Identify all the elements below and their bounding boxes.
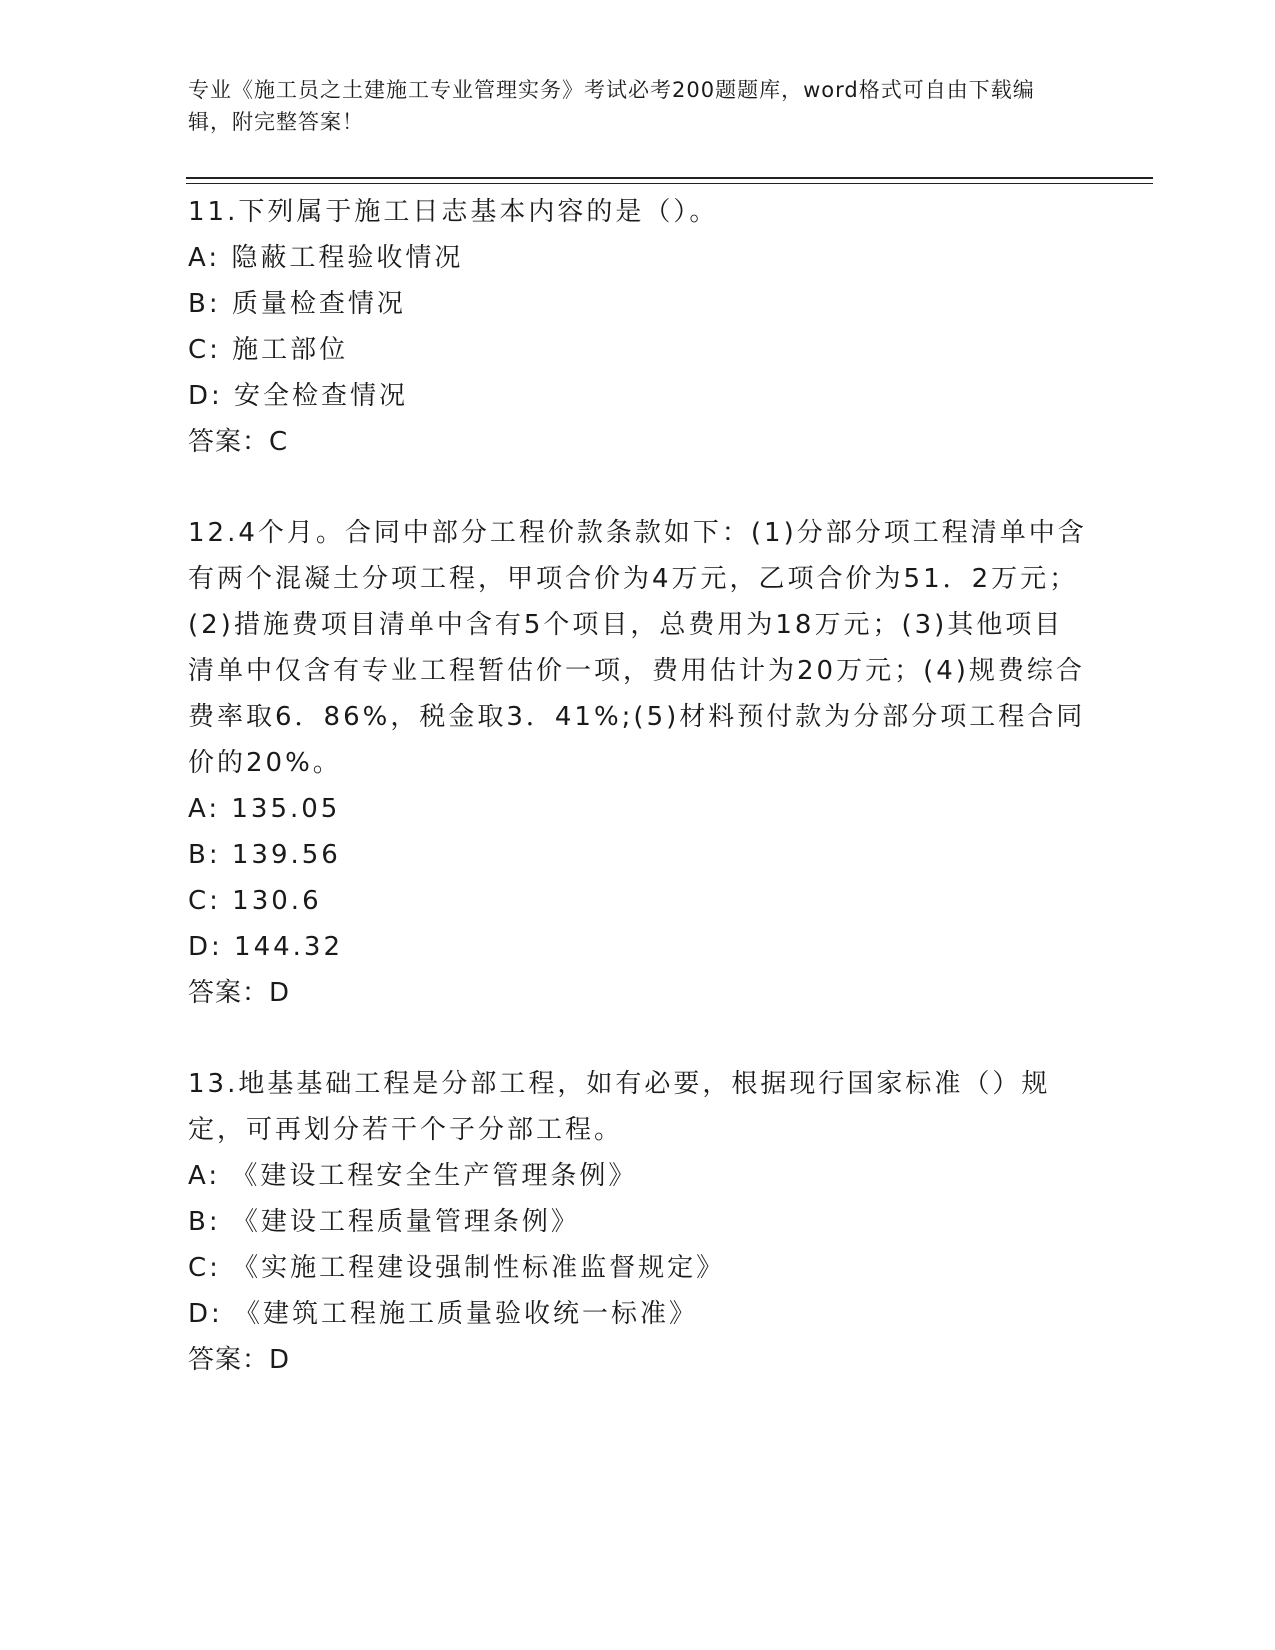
answer: 答案：D	[188, 1345, 291, 1375]
question-text: 13.地基基础工程是分部工程，如有必要，根据现行国家标准（）规定，可再划分若干个子分部工程。	[188, 1069, 1051, 1145]
option-a: A: 135.05	[188, 794, 341, 824]
question-list	[188, 189, 1088, 1383]
spacer	[188, 1016, 1088, 1061]
question-text: 12.4个月。合同中部分工程价款条款如下：(1)分部分项工程清单中含有两个混凝土分项工程，甲项合价为4万元，乙项合价为51．2万元；(2)措施费项目清单中含有5个项目，总费用为18万元；(3)其他项目清单中仅含有专业工程暂估价一项，费用估计为20万元；(4)规费综合费率取6．86%，税金取3．41%;(5)材料预付款为分部分项工程合同价的20%。	[188, 518, 1087, 778]
answer: 答案：D	[188, 978, 291, 1008]
question-12	[188, 510, 1088, 1016]
document-header: 专业《施工员之土建施工专业管理实务》考试必考200题题库，word格式可自由下载编辑，附完整答案！	[188, 78, 1035, 134]
option-a: A: 隐蔽工程验收情况	[188, 243, 464, 273]
option-b: B: 质量检查情况	[188, 289, 406, 319]
header-rule-thick	[186, 177, 1153, 179]
option-b: B: 《建设工程质量管理条例》	[188, 1207, 580, 1237]
option-b: B: 139.56	[188, 840, 341, 870]
question-13	[188, 1061, 1088, 1383]
spacer	[188, 465, 1088, 510]
question-text: 11.下列属于施工日志基本内容的是（）。	[188, 197, 719, 227]
option-d: D: 安全检查情况	[188, 381, 409, 411]
option-c: C: 《实施工程建设强制性标准监督规定》	[188, 1253, 726, 1283]
option-a: A: 《建设工程安全生产管理条例》	[188, 1161, 638, 1191]
question-11	[188, 189, 1088, 465]
option-d: D: 144.32	[188, 932, 344, 962]
header-rule-thin	[186, 183, 1153, 184]
option-c: C: 130.6	[188, 886, 322, 916]
option-d: D: 《建筑工程施工质量验收统一标准》	[188, 1299, 699, 1329]
answer: 答案：C	[188, 427, 289, 457]
option-c: C: 施工部位	[188, 335, 349, 365]
